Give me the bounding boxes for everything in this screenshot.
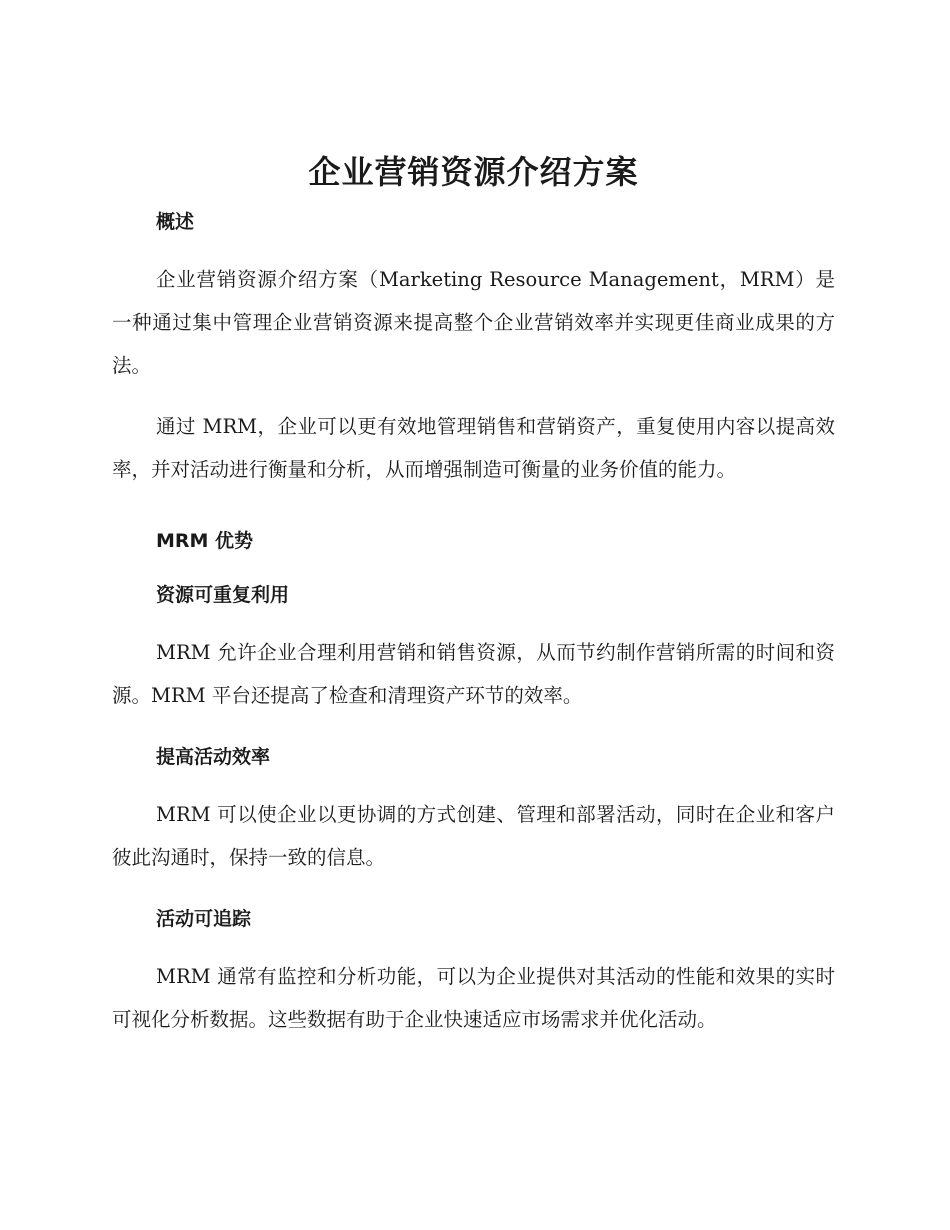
overview-heading: 概述: [156, 211, 195, 233]
overview-paragraph-2: 通过 MRM，企业可以更有效地管理销售和营销资产，重复使用内容以提高效率，并对活动进行衡量和分析，从而增强制造可衡量的业务价值的能力。: [112, 415, 835, 481]
advantages-heading: MRM 优势: [156, 530, 254, 552]
overview-paragraph-1: 企业营销资源介绍方案（Marketing Resource Management，MRM）是一种通过集中管理企业营销资源来提高整个企业营销效率并实现更佳商业成果的方法。: [112, 268, 835, 377]
efficiency-paragraph: MRM 可以使企业以更协调的方式创建、管理和部署活动，同时在企业和客户彼此沟通时，保持一致的信息。: [112, 803, 835, 869]
tracking-paragraph: MRM 通常有监控和分析功能，可以为企业提供对其活动的性能和效果的实时可视化分析数据。这些数据有助于企业快速适应市场需求并优化活动。: [112, 965, 835, 1031]
tracking-heading: 活动可追踪: [156, 908, 252, 930]
document-title: 企业营销资源介绍方案: [308, 153, 639, 191]
efficiency-heading: 提高活动效率: [156, 746, 271, 768]
reuse-heading: 资源可重复利用: [156, 584, 290, 606]
reuse-paragraph: MRM 允许企业合理利用营销和销售资源，从而节约制作营销所需的时间和资源。MRM 平台还提高了检查和清理资产环节的效率。: [112, 641, 835, 707]
